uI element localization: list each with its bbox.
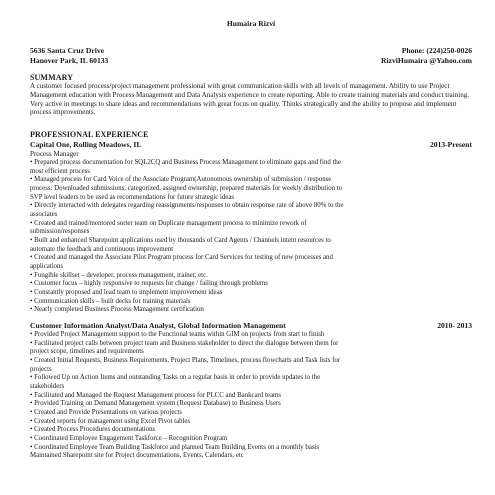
phone-number: Phone: (224)250-0026 xyxy=(401,46,472,55)
job-bullet: submission/responses xyxy=(30,228,90,236)
job-bullet: SVP level leaders to be used as recommendations for future strategic ideas xyxy=(30,193,235,201)
job-bullet: project scope, timelines and requirements xyxy=(30,348,144,356)
job-header-2 xyxy=(30,321,472,330)
job-bullet: • Fungible skillset – developer, process management, trainer, etc. xyxy=(30,271,208,279)
summary-text: A customer focused process/project management professional with great communication skills with all levels of management. Ability to use Project Management education with Process Management and Data Analysis experience to create reporting. Able to create training materials and conduct training. Very active in meetings to share ideas and recommendations with great focus on quality. Thinks strategically and the ability to propose and implement process improvements. xyxy=(30,82,470,117)
job-bullet: Maintained Sharepoint site for Project documentations, Events, Calendars, etc xyxy=(30,452,244,460)
job-bullet: most efficient process xyxy=(30,167,90,175)
job-bullet: • Followed Up on Action Items and outstanding Tasks on a regular basis in order to provide updates to the xyxy=(30,374,321,382)
job-bullet: • Coordinated Employee Engagement Taskforce – Recognition Program xyxy=(30,434,228,442)
contact-line-2 xyxy=(30,56,472,65)
job-bullet: • Managed process for Card Voice of the Associate Program(Autonomous ownership of submission / response xyxy=(30,176,332,184)
job-bullet: stakeholders xyxy=(30,382,65,390)
job-title: Customer Information Analyst/Data Analyst, Global Information Management xyxy=(30,321,286,330)
job-bullet: • Customer focus – highly responsive to requests for change / failing through problems xyxy=(30,280,268,288)
job-bullet: • Provided Project Management support to the Functional teams within GIM on projects from start to finish xyxy=(30,331,325,338)
job-role: Process Manager xyxy=(30,150,79,158)
job-bullet: • Prepared process documentation for SQL2CQ and Business Process Management to eliminate gaps and find the xyxy=(30,159,341,166)
job-header-1 xyxy=(30,140,472,149)
job-bullet: • Coordinated Employee Team Building Taskforce and planned Team Building Events on a monthly basis xyxy=(30,443,320,451)
job-bullet: • Created Process Procedures documentations xyxy=(30,426,156,434)
contact-line-1 xyxy=(30,46,472,55)
job-bullet: • Directly interacted with delegates regarding reassignments/responses to obtain response rate of above 80% to the xyxy=(30,202,344,210)
job-bullet: • Built and enhanced Sharepoint applications used by thousands of Card Agents / Channels intent resources to xyxy=(30,236,331,244)
job-bullet: • Constantly proposed and lead team to implement improvement ideas xyxy=(30,288,223,296)
job-bullet-list-2 xyxy=(30,331,472,461)
job-bullet: associates xyxy=(30,210,58,218)
job-bullet: • Created and Provide Presentations on various projects xyxy=(30,408,182,416)
job-dates: 2010- 2013 xyxy=(437,321,472,330)
address-line-2: Hanover Park, IL 60133 xyxy=(30,56,109,65)
job-bullet: applications xyxy=(30,262,64,270)
job-bullet-list-1 xyxy=(30,159,472,315)
address-line-1: 5636 Santa Cruz Drive xyxy=(30,46,105,55)
summary-heading: SUMMARY xyxy=(30,73,74,82)
job-bullet: • Created and trained/mentored sorter team on Duplicate management process to minimize rework of xyxy=(30,219,307,227)
experience-heading: PROFESSIONAL EXPERIENCE xyxy=(30,130,149,139)
job-bullet: • Provided Training on Demand Management system (Request Database) to Business Users xyxy=(30,400,281,408)
job-bullet: • Communication skills – built decks for training materials xyxy=(30,297,191,305)
job-bullet: • Nearly completed Business Process Management certification xyxy=(30,306,204,314)
job-bullet: • Created Initial Requests, Business Requirements, Project Plans, Timelines, process flowcharts and Task lists for xyxy=(30,356,341,364)
job-bullet: • Facilitated and Managed the Request Management process for PLCC and Bankcard teams xyxy=(30,391,281,399)
job-bullet: • Created reports for management using Excel Pivot tables xyxy=(30,417,191,425)
job-bullet: • Facilitated project calls between project team and Business stakeholder to direct the dialogue between them for xyxy=(30,339,339,347)
email-address: RizviHumaira @Yahoo.com xyxy=(380,56,472,65)
resume-name: Humaira Rizvi xyxy=(226,19,276,28)
job-bullet: projects xyxy=(30,365,52,373)
job-bullet: • Created and managed the Associate Pilot Program process for Card Services for testing of new processes and xyxy=(30,254,333,262)
job-bullet: process: Downloaded submissions, categorized, assigned ownership, prepared materials for weekly distribution to xyxy=(30,184,343,192)
job-company: Capital One, Rolling Meadows, IL xyxy=(30,140,142,149)
job-dates: 2013-Present xyxy=(429,140,472,149)
job-bullet: automate the feedback and continuous improvement xyxy=(30,245,174,253)
